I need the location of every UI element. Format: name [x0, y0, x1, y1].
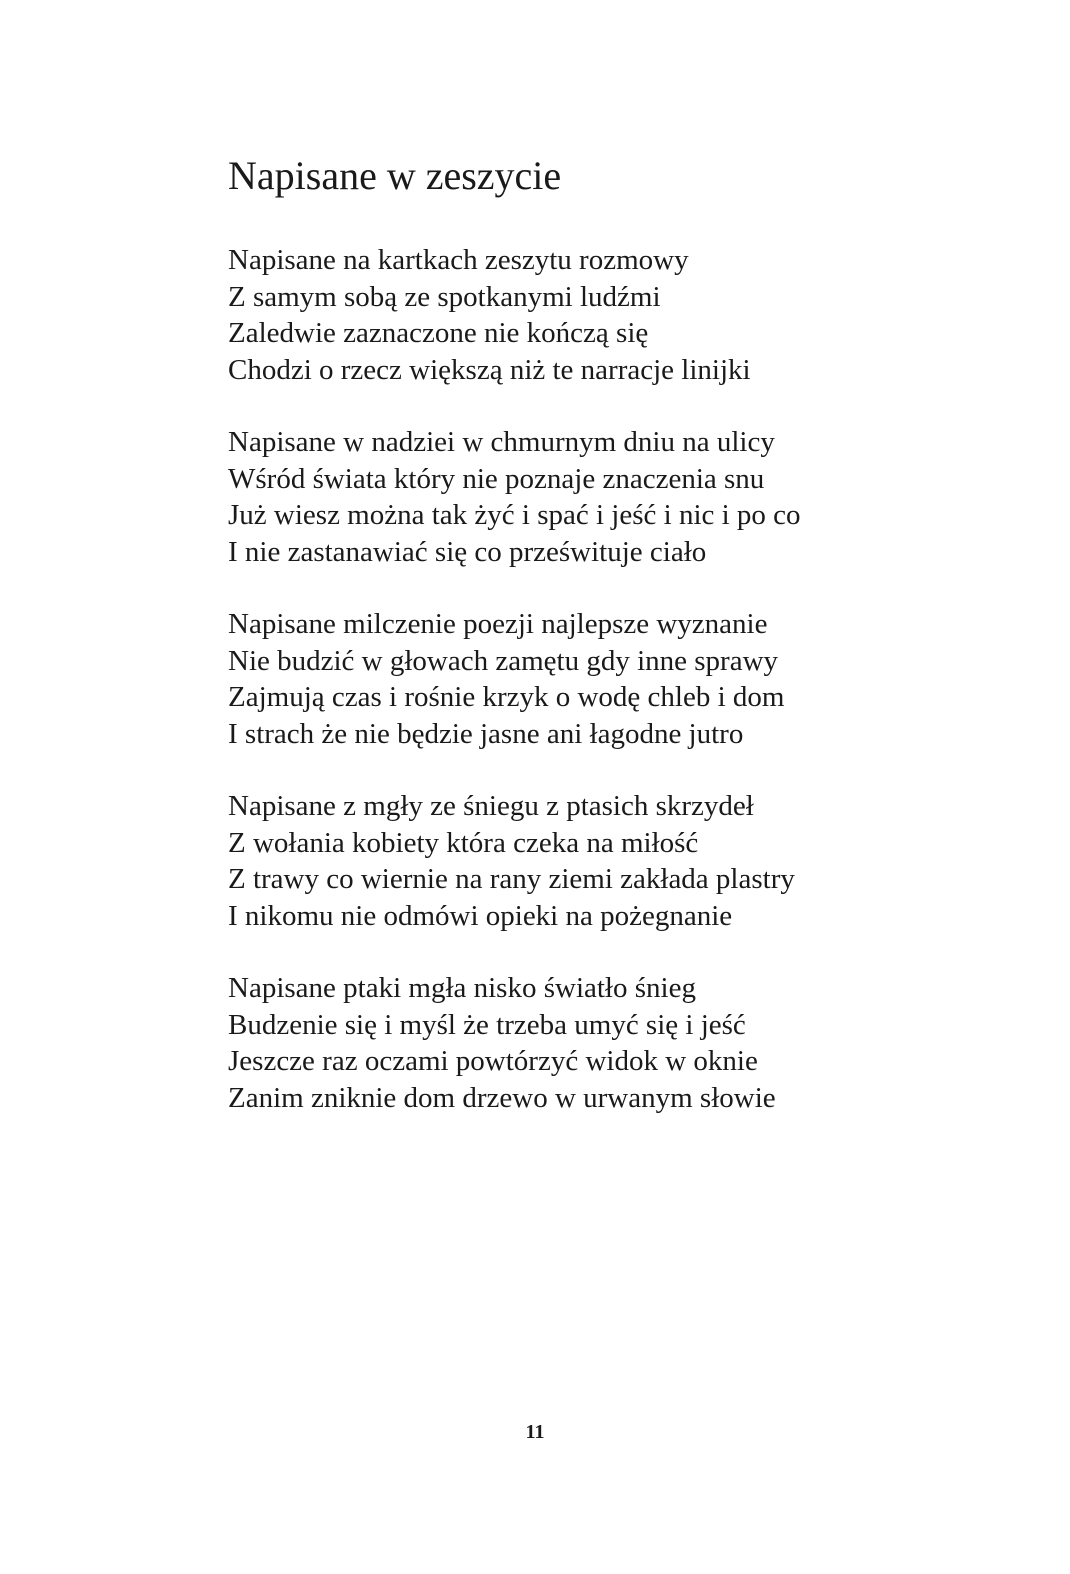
poem-line: I strach że nie będzie jasne ani łagodne jutro [228, 717, 744, 750]
poem-line: Już wiesz można tak żyć i spać i jeść i nic i po co [228, 499, 801, 531]
poem-line: Z trawy co wiernie na rany ziemi zakłada plastry [228, 863, 795, 895]
poem-line: Chodzi o rzecz większą niż te narracje linijki [228, 353, 751, 386]
stanza-5 [228, 970, 1008, 1116]
poem-line: I nikomu nie odmówi opieki na pożegnanie [228, 899, 733, 932]
poem-line: Wśród świata który nie poznaje znaczenia snu [228, 462, 765, 495]
poem-body [228, 242, 1008, 1152]
poem-line: I nie zastanawiać się co prześwituje ciało [228, 535, 707, 568]
stanza-4 [228, 788, 1008, 934]
poem-line: Napisane ptaki mgła nisko światło śnieg [228, 972, 696, 1004]
page-number: 11 [525, 1421, 545, 1443]
stanza-1 [228, 242, 1008, 388]
poem-line: Zanim zniknie dom drzewo w urwanym słowie [228, 1081, 776, 1114]
stanza-3 [228, 606, 1008, 752]
poem-line: Nie budzić w głowach zamętu gdy inne sprawy [228, 644, 779, 677]
poem-title: Napisane w zeszycie [228, 153, 562, 198]
poem-line: Zaledwie zaznaczone nie kończą się [228, 317, 649, 349]
poem-line: Jeszcze raz oczami powtórzyć widok w oknie [228, 1045, 758, 1077]
poem-line: Napisane z mgły ze śniegu z ptasich skrzydeł [228, 790, 754, 822]
poem-line: Budzenie się i myśl że trzeba umyć się i jeść [228, 1008, 746, 1041]
poem-line: Z samym sobą ze spotkanymi ludźmi [228, 280, 661, 313]
poem-line: Zajmują czas i rośnie krzyk o wodę chleb i dom [228, 681, 785, 713]
poem-line: Napisane na kartkach zeszytu rozmowy [228, 244, 689, 276]
poem-line: Napisane w nadziei w chmurnym dniu na ulicy [228, 426, 775, 458]
stanza-2 [228, 424, 1008, 570]
poem-line: Z wołania kobiety która czeka na miłość [228, 826, 699, 859]
poem-line: Napisane milczenie poezji najlepsze wyznanie [228, 608, 768, 640]
